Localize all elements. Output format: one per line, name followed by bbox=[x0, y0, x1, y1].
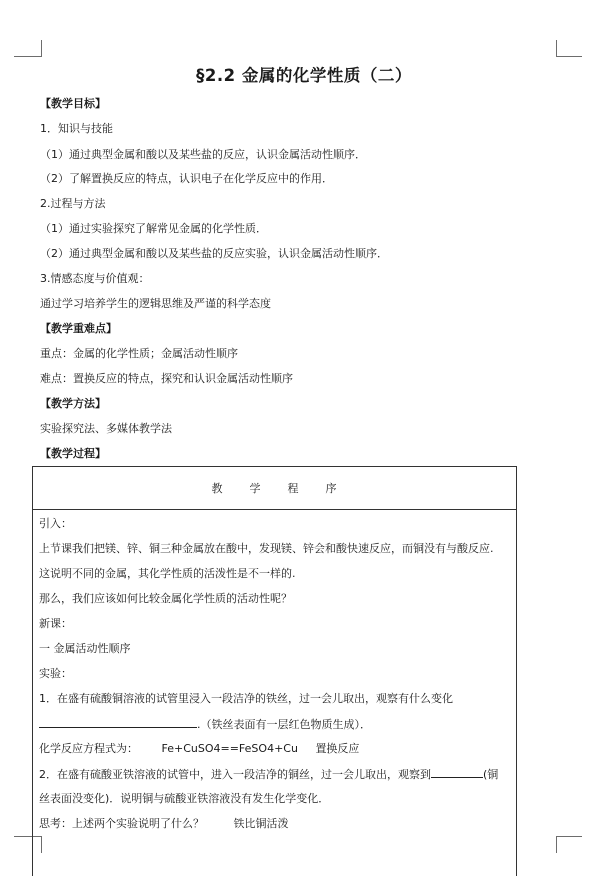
experiment-2-text-end: (铜 bbox=[483, 768, 499, 781]
process-heading: 2.过程与方法 bbox=[40, 197, 106, 210]
equation-label: 化学反应方程式为： bbox=[39, 742, 138, 755]
document-title: §2.2 金属的化学性质（二） bbox=[196, 66, 412, 85]
answer-blank-1 bbox=[39, 717, 197, 728]
answer-blank-2 bbox=[431, 767, 483, 778]
key-points-heading: 【教学重难点】 bbox=[40, 322, 117, 335]
process-item-1: （1）通过实验探究了解常见金属的化学性质． bbox=[40, 222, 267, 235]
difficult-point: 难点：置换反应的特点，探究和认识金属活动性顺序 bbox=[40, 372, 293, 385]
process-item-2: （2）通过典型金属和酸以及某些盐的反应实验，认识金属活动性顺序． bbox=[40, 247, 388, 260]
intro-line-1: 上节课我们把镁、锌、铜三种金属放在酸中，发现镁、锌会和酸快速反应，而铜没有与酸反应. bbox=[39, 542, 494, 555]
experiment-1-result-line bbox=[39, 717, 371, 732]
knowledge-item-2: （2）了解置换反应的特点，认识电子在化学反应中的作用． bbox=[40, 172, 333, 185]
think-line bbox=[39, 817, 289, 831]
table-header-char-2: 学 bbox=[249, 482, 262, 495]
table-header-char-4: 序 bbox=[325, 482, 338, 495]
key-point: 重点：金属的化学性质；金属活动性顺序 bbox=[40, 347, 238, 360]
think-answer: 铁比铜活泼 bbox=[233, 817, 289, 830]
experiment-2-line-a bbox=[39, 767, 498, 782]
chemical-equation: Fe+CuSO4==FeSO4+Cu bbox=[161, 742, 298, 755]
intro-label: 引入： bbox=[39, 517, 72, 530]
reaction-type: 置换反应 bbox=[315, 742, 360, 755]
attitude-heading: 3.情感态度与价值观： bbox=[40, 272, 150, 285]
experiment-1-result: .（铁丝表面有一层红色物质生成）． bbox=[197, 718, 371, 731]
knowledge-heading: 1．知识与技能 bbox=[40, 122, 113, 135]
process-main-heading: 【教学过程】 bbox=[40, 447, 106, 460]
think-question: 思考：上述两个实验说明了什么？ bbox=[39, 817, 204, 830]
methods-text: 实验探究法、多媒体教学法 bbox=[40, 422, 172, 435]
experiment-label: 实验： bbox=[39, 667, 72, 680]
intro-question: 那么，我们应该如何比较金属化学性质的活动性呢？ bbox=[39, 592, 292, 605]
table-header-char-1: 教 bbox=[211, 482, 224, 495]
attitude-item-1: 通过学习培养学生的逻辑思维及严谨的科学态度 bbox=[40, 297, 271, 310]
objectives-heading: 【教学目标】 bbox=[40, 97, 106, 110]
experiment-2-line-b: 丝表面没变化)．说明铜与硫酸亚铁溶液没有发生化学变化． bbox=[39, 792, 330, 805]
teaching-procedure-table bbox=[32, 466, 517, 876]
methods-heading: 【教学方法】 bbox=[40, 397, 106, 410]
experiment-2-text: 2．在盛有硫酸亚铁溶液的试管中，进入一段洁净的铜丝，过一会儿取出，观察到 bbox=[39, 768, 431, 781]
section-one-heading: 一 金属活动性顺序 bbox=[39, 642, 131, 655]
table-header bbox=[33, 467, 516, 510]
new-lesson-label: 新课： bbox=[39, 617, 72, 630]
table-header-char-3: 程 bbox=[287, 482, 300, 495]
equation-line bbox=[39, 742, 359, 756]
experiment-1-text: 1．在盛有硫酸铜溶液的试管里浸入一段洁净的铁丝，过一会儿取出，观察有什么变化 bbox=[39, 692, 453, 705]
knowledge-item-1: （1）通过典型金属和酸以及某些盐的反应，认识金属活动性顺序． bbox=[40, 148, 366, 161]
intro-line-2: 这说明不同的金属，其化学性质的活泼性是不一样的. bbox=[39, 567, 296, 580]
